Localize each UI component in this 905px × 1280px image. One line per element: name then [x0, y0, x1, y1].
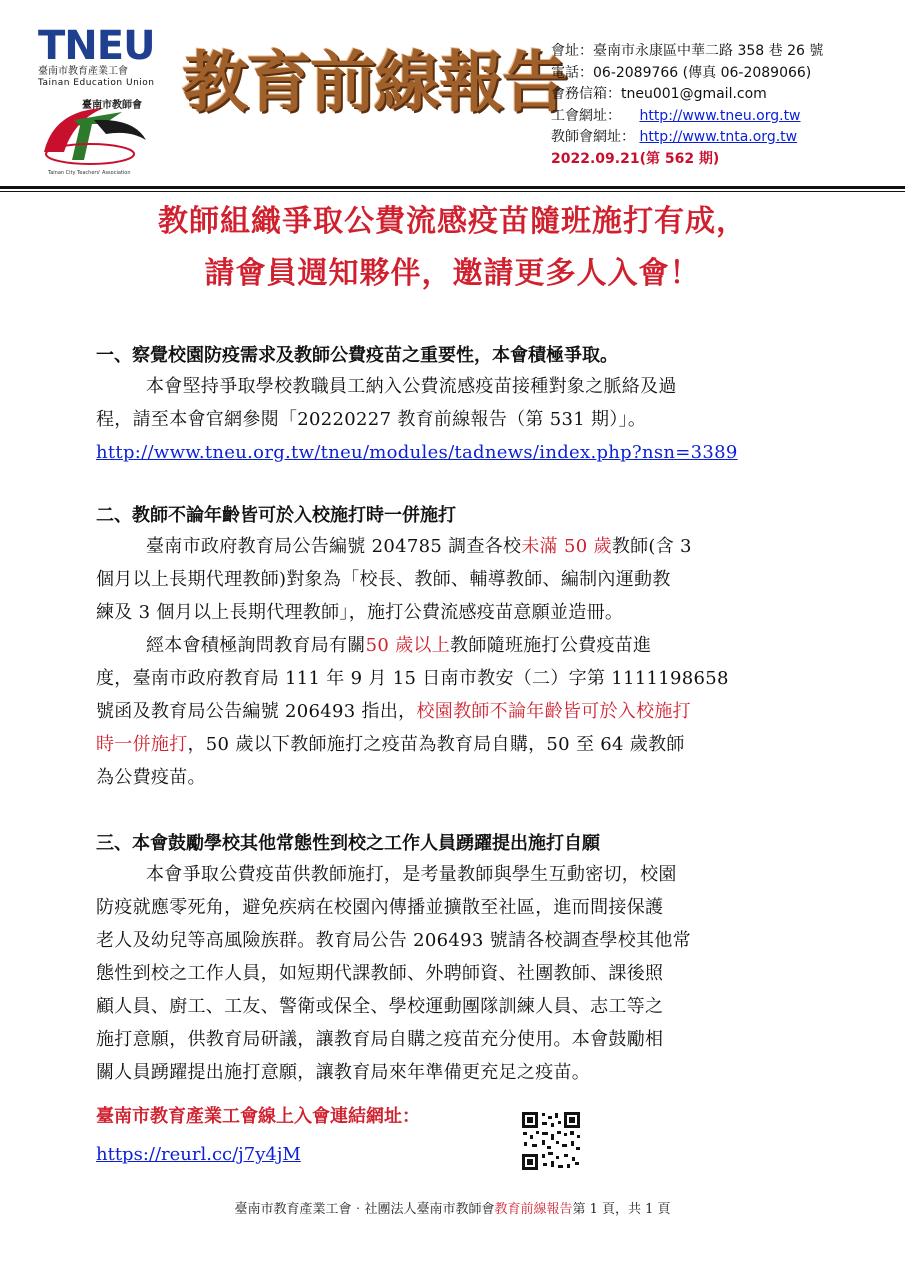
- highlight-under-50: 未滿 50 歲: [521, 536, 612, 557]
- section2-heading: 二、教師不論年齡皆可於入校施打時一併施打: [96, 505, 456, 526]
- footer: [0, 1198, 905, 1217]
- union-website: [551, 106, 823, 128]
- teachers-association-logo: [34, 90, 158, 180]
- issue-date: 2022.09.21(第 562 期): [551, 150, 720, 167]
- tneu-logo: [38, 23, 162, 88]
- tneu-logo-english: Tainan Education Union: [38, 78, 155, 88]
- tneu-logo-chinese: 臺南市教育產業工會: [38, 66, 128, 77]
- section2-body: [96, 530, 854, 794]
- join-label: 臺南市教育產業工會線上入會連結網址：: [96, 1106, 420, 1127]
- highlight-over-50: 50 歲以上: [365, 635, 451, 656]
- section2-text: 經本會積極詢問教育局有關: [146, 635, 366, 656]
- footer-org: 臺南市教育產業工會‧社團法人臺南市教師會: [234, 1202, 495, 1217]
- tta-logo-chinese: 臺南市教師會: [82, 100, 142, 111]
- footer-page: 第 1 頁，共 1 頁: [572, 1202, 671, 1217]
- headline-line-2: 請會員週知夥伴，邀請更多人入會！: [204, 256, 701, 291]
- qr-code-icon[interactable]: [520, 1110, 582, 1172]
- union-website-label: 工會網址：: [551, 107, 621, 124]
- teachers-website-label: 教師會網址：: [551, 129, 635, 145]
- section3-line: 顧人員、廚工、工友、警衛或保全、學校運動團隊訓練人員、志工等之: [96, 996, 664, 1017]
- section3-heading: 三、本會鼓勵學校其他常態性到校之工作人員踴躍提出施打自願: [96, 833, 600, 854]
- section3-line: 施打意願，供教育局研議，讓教育局自購之疫苗充分使用。本會鼓勵相: [96, 1029, 664, 1050]
- headline-line-1: 教師組織爭取公費流感疫苗隨班施打有成，: [158, 204, 747, 239]
- email: 會務信箱：tneu001@gmail.com: [551, 86, 767, 102]
- section2-text: 臺南市政府教育局公告編號 204785 調查各校: [146, 536, 522, 557]
- section2-text: 號函及教育局公告編號 206493 指出，: [96, 701, 417, 722]
- footer-publication: 教育前線報告: [494, 1202, 573, 1217]
- section1-link[interactable]: http://www.tneu.org.tw/tneu/modules/tadnews/index.php?nsn=3389: [96, 442, 738, 463]
- address: 會址：臺南市永康區中華二路 358 巷 26 號: [551, 43, 824, 59]
- section1-heading: 一、察覺校園防疫需求及教師公費疫苗之重要性，本會積極爭取。: [96, 345, 618, 366]
- section2-line: 個月以上長期代理教師)對象為「校長、教師、輔導教師、編制內運動教: [96, 569, 671, 590]
- section3-line: 關人員踴躍提出施打意願，讓教育局來年準備更充足之疫苗。: [96, 1062, 591, 1083]
- section3-line: 老人及幼兒等高風險族群。教育局公告 206493 號請各校調查學校其他常: [96, 930, 691, 951]
- highlight-together: 時一併施打: [96, 734, 188, 755]
- masthead-title: 教育前線報告: [182, 43, 566, 121]
- header-divider-thin: [0, 191, 905, 192]
- section3-line: 本會爭取公費疫苗供教師施打，是考量教師與學生互動密切，校園: [146, 864, 677, 885]
- highlight-all-ages: 校園教師不論年齡皆可於入校施打: [416, 701, 691, 722]
- union-website-link[interactable]: http://www.tneu.org.tw: [639, 107, 801, 124]
- section2-text: 教師隨班施打公費疫苗進: [450, 635, 652, 656]
- teachers-website: [551, 127, 823, 149]
- teachers-website-link[interactable]: http://www.tnta.org.tw: [639, 129, 798, 145]
- section2-line: 為公費疫苗。: [96, 767, 206, 788]
- tta-logo-english: Tainan City Teachers' Association: [48, 170, 131, 176]
- section1-body: [96, 370, 854, 469]
- section1-line: 本會堅持爭取學校教職員工納入公費流感疫苗接種對象之脈絡及過: [146, 376, 677, 397]
- header-divider: [0, 186, 905, 189]
- section3-line: 防疫就應零死角，避免疾病在校園內傳播並擴散至社區，進而間接保護: [96, 897, 664, 918]
- section2-line: 練及 3 個月以上長期代理教師」，施打公費流感疫苗意願並造冊。: [96, 602, 624, 623]
- join-link[interactable]: https://reurl.cc/j7y4jM: [96, 1144, 301, 1165]
- contact-block: [551, 41, 823, 170]
- section3-line: 態性到校之工作人員，如短期代課教師、外聘師資、社團教師、課後照: [96, 963, 664, 984]
- section3-body: [96, 858, 854, 1089]
- tneu-logo-text: TNEU: [38, 23, 155, 69]
- phone: 電話：06-2089766 (傳真 06-2089066): [551, 64, 812, 81]
- section2-line: 度，臺南市政府教育局 111 年 9 月 15 日南市教安（二）字第 1111198658: [96, 668, 729, 689]
- section1-line: 程，請至本會官網參閱「20220227 教育前線報告（第 531 期）」。: [96, 409, 647, 430]
- section2-text: ，50 歲以下教師施打之疫苗為教育局自購，50 至 64 歲教師: [187, 734, 685, 755]
- section2-text: 教師(含 3: [611, 536, 692, 557]
